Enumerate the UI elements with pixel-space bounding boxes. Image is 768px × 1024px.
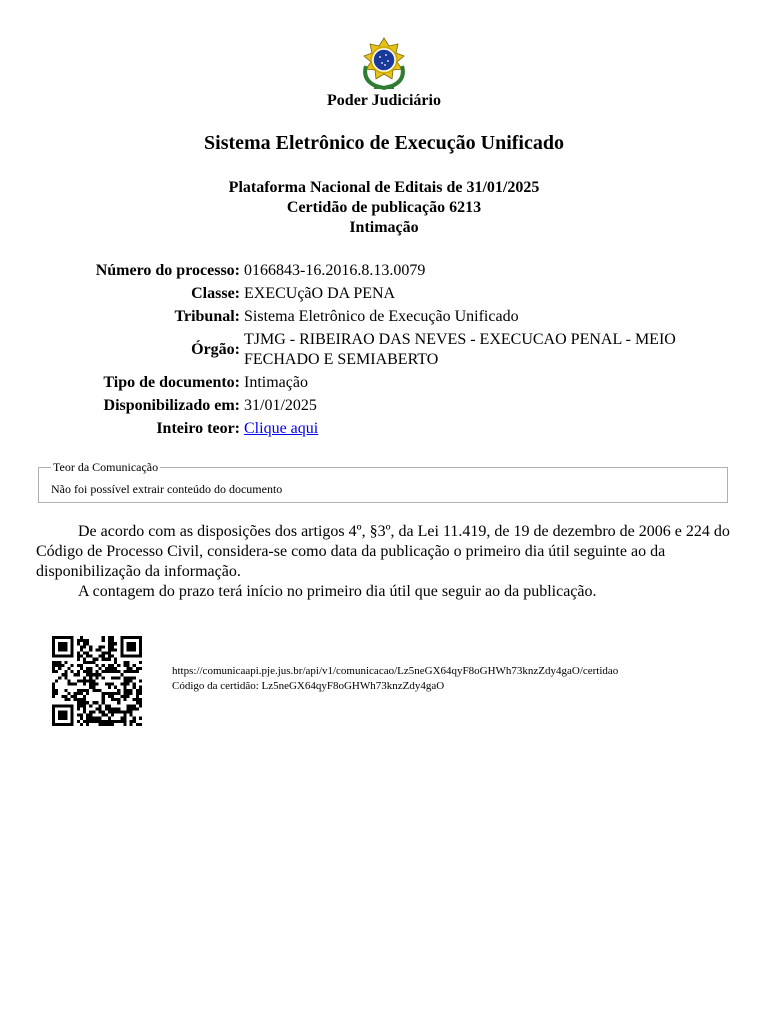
- certificate-line: Certidão de publicação 6213: [286, 199, 482, 216]
- meta-row-orgao: [0, 330, 768, 370]
- full-text-link[interactable]: Clique aqui: [244, 420, 319, 437]
- process-class: EXECUçãO DA PENA: [244, 285, 396, 302]
- orgao: TJMG - RIBEIRAO DAS NEVES - EXECUCAO PENAL - MEIO FECHADO E SEMIABERTO: [244, 331, 676, 368]
- system-title: Sistema Eletrônico de Execução Unificado: [204, 132, 564, 154]
- meta-label: Inteiro teor:: [156, 420, 240, 437]
- meta-row-disponibilizado: [0, 396, 768, 416]
- qr-code-icon: [52, 636, 142, 726]
- court-title: Poder Judiciário: [327, 92, 441, 109]
- meta-label: Classe:: [191, 285, 240, 302]
- platform-line: Plataforma Nacional de Editais de 31/01/2025: [228, 179, 540, 196]
- document-type: Intimação: [244, 374, 308, 391]
- brazil-coat-of-arms-icon: [356, 36, 412, 92]
- tribunal: Sistema Eletrônico de Execução Unificado: [244, 308, 519, 325]
- meta-label: Órgão:: [191, 341, 240, 358]
- meta-label: Tipo de documento:: [103, 374, 240, 391]
- meta-label: Tribunal:: [174, 308, 240, 325]
- certificate-code: Código da certidão: Lz5neGX64qyF8oGHWh73knzZdy4gaO: [172, 680, 445, 692]
- full-text-cell: [244, 419, 704, 439]
- certificate-info: [172, 664, 618, 694]
- meta-row-processo: [0, 261, 768, 281]
- process-number: 0166843-16.2016.8.13.0079: [244, 262, 426, 279]
- meta-label: Disponibilizado em:: [103, 397, 240, 414]
- teor-legend: Teor da Comunicação: [53, 460, 159, 474]
- teor-text: Não foi possível extrair conteúdo do documento: [51, 482, 283, 496]
- meta-row-classe: [0, 284, 768, 304]
- process-metadata: [0, 261, 768, 442]
- meta-row-tipo: [0, 373, 768, 393]
- legal-notice: [36, 522, 732, 602]
- meta-row-inteiro-teor: [0, 419, 768, 439]
- teor-fieldset: [38, 460, 728, 503]
- doc-type-line: Intimação: [349, 219, 419, 236]
- legal-paragraph-1: De acordo com as disposições dos artigos 4º, §3º, da Lei 11.419, de 19 de dezembro de 2006 e 224 do Código de Processo Civil, considera-se como data da publicação o primeiro dia útil seguinte ao da disponibilização da informação.: [36, 523, 730, 580]
- meta-label: Número do processo:: [95, 262, 240, 279]
- legal-paragraph-2: A contagem do prazo terá início no primeiro dia útil que seguir ao da publicação.: [78, 583, 597, 600]
- meta-row-tribunal: [0, 307, 768, 327]
- available-date: 31/01/2025: [244, 397, 317, 414]
- subtitle-block: [0, 178, 768, 238]
- certificate-url: https://comunicaapi.pje.jus.br/api/v1/comunicacao/Lz5neGX64qyF8oGHWh73knzZdy4gaO/certidao: [172, 665, 619, 677]
